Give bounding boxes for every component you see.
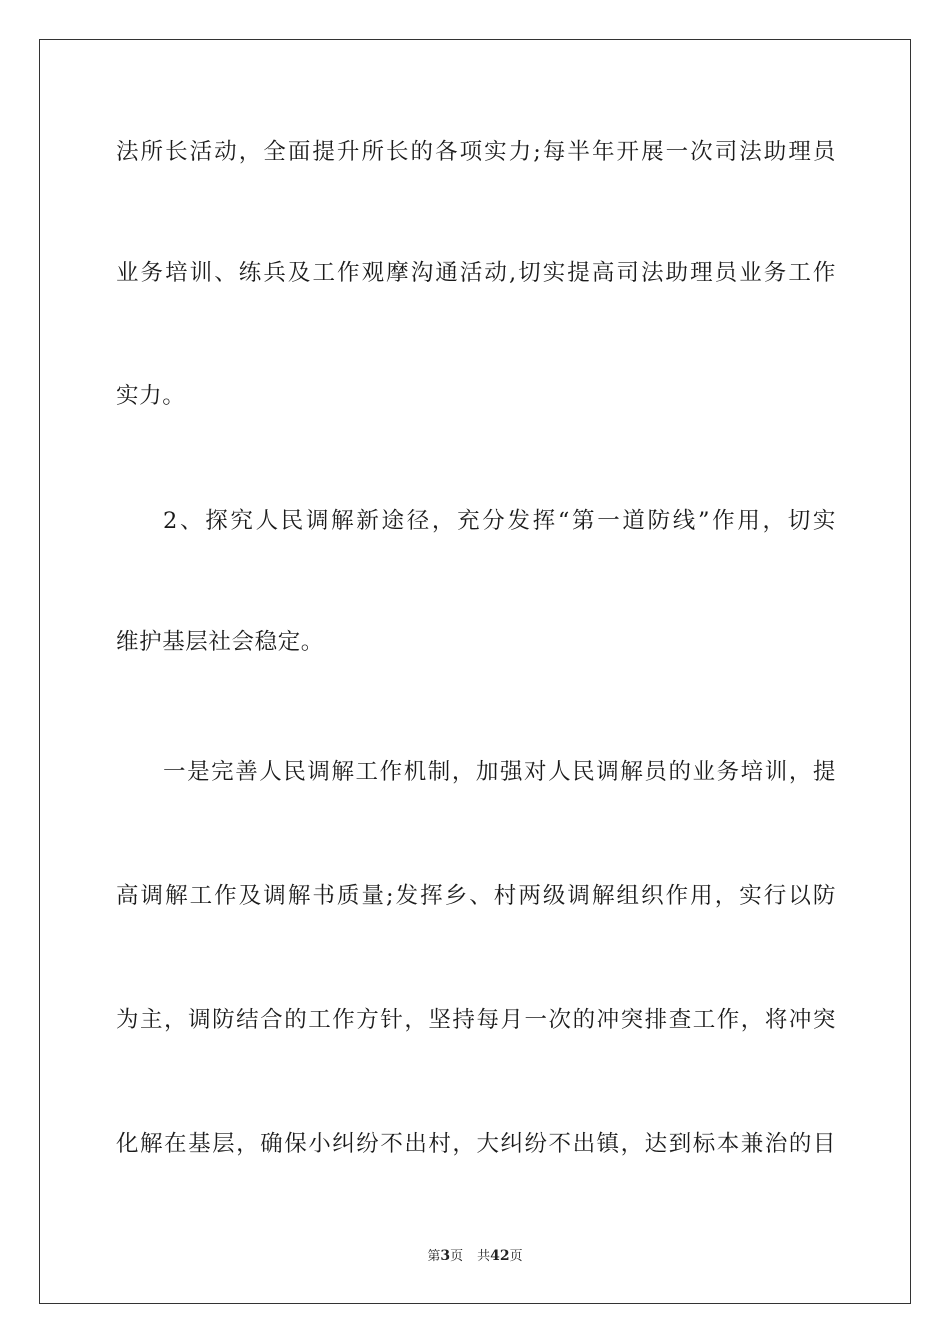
text-line: 为主，调防结合的工作方针，坚持每月一次的冲突排查工作，将冲突 xyxy=(116,1007,836,1033)
text-line: 实力。 xyxy=(116,383,186,409)
text-line: 维护基层社会稳定。 xyxy=(116,629,324,655)
current-page-number: 3 xyxy=(440,1248,451,1264)
text-line: 法所长活动，全面提升所长的各项实力;每半年开展一次司法助理员 xyxy=(116,139,836,165)
page-border xyxy=(39,39,911,1304)
text-line: 一是完善人民调解工作机制，加强对人民调解员的业务培训，提 xyxy=(163,759,836,785)
page-footer xyxy=(0,1248,950,1265)
page-prefix: 第 xyxy=(427,1249,441,1264)
total-page-count: 42 xyxy=(490,1248,510,1264)
text-line: 2、探究人民调解新途径，充分发挥“第一道防线”作用，切实 xyxy=(163,508,836,534)
text-line: 高调解工作及调解书质量;发挥乡、村两级调解组织作用，实行以防 xyxy=(116,883,836,909)
page-suffix: 页 xyxy=(450,1249,464,1264)
total-prefix: 共 xyxy=(477,1249,491,1264)
text-line: 化解在基层，确保小纠纷不出村，大纠纷不出镇，达到标本兼治的目 xyxy=(116,1131,836,1157)
text-line: 业务培训、练兵及工作观摩沟通活动,切实提高司法助理员业务工作 xyxy=(116,260,836,286)
total-suffix: 页 xyxy=(509,1249,523,1264)
